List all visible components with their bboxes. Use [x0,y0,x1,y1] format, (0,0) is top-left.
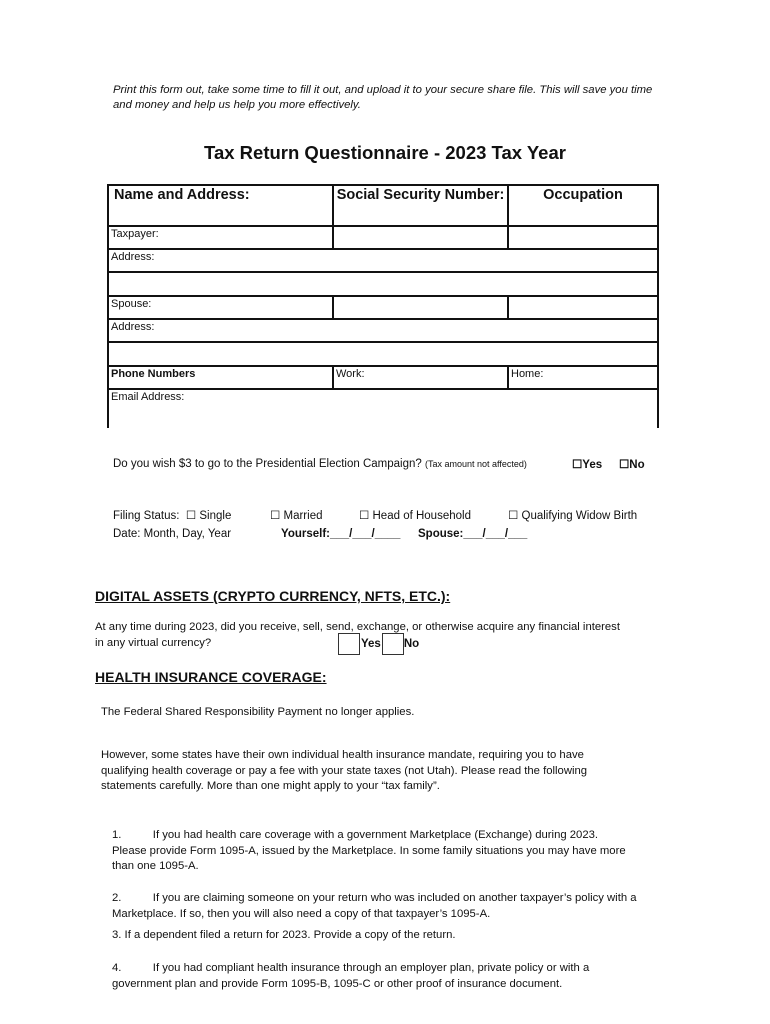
filing-hoh-checkbox[interactable]: ☐ Head of Household [359,510,471,522]
election-no-checkbox[interactable]: ☐No [619,459,645,471]
header-ssn: Social Security Number: [332,184,509,227]
digital-assets-options [338,633,419,655]
election-yes-checkbox[interactable]: ☐Yes [572,459,603,471]
digital-assets-question: At any time during 2023, did you receive, sell, send, exchange, or otherwise acquire any financial interest in any virtual currency? [95,621,620,649]
filing-qw-checkbox[interactable]: ☐ Qualifying Widow Birth [508,510,638,522]
spouse-ssn-field[interactable] [332,295,509,320]
health-item-4: 4. If you had compliant health insurance through an employer plan, private policy or with a government plan and provide Form 1095-B, 1095-C or other proof of insurance document. [112,962,593,990]
health-item-2: 2. If you are claiming someone on your return who was included on another taxpayer’s policy with a Marketplace. If so, then you will also need a copy of that taxpayer’s 1095-A. [112,892,640,920]
taxpayer-ssn-field[interactable] [332,225,509,250]
filing-single-checkbox[interactable]: ☐ Single [185,510,232,522]
election-note: (Tax amount not affected) [424,459,527,469]
digital-yes-checkbox[interactable] [338,633,360,655]
work-phone-field[interactable]: Work: [332,365,509,390]
health-p2: However, some states have their own individual health insurance mandate, requiring you to have qualifying health coverage or pay a fee with your state taxes (not Utah). Please read the following statements carefully. More than one might apply to your “tax family”. [101,749,588,792]
filing-label: Filing Status: [113,510,180,522]
digital-no-checkbox[interactable] [382,633,404,655]
header-name: Name and Address: [107,184,334,227]
spouse-address-field[interactable]: Address: [107,318,659,343]
election-question [113,458,527,470]
spouse-name-field[interactable]: Spouse: [107,295,334,320]
health-item-1: 1. If you had health care coverage with a government Marketplace (Exchange) during 2023. Please provide Form 1095-A, issued by the Marketplace. In some family situations you may have more than one 1095-A. [112,829,629,872]
taxpayer-address-field[interactable]: Address: [107,248,659,273]
dob-label: Date: Month, Day, Year [113,528,232,540]
spouse-address-line2[interactable] [107,341,659,367]
dob-yourself-field[interactable]: Yourself:___/___/____ [281,528,401,540]
email-field[interactable]: Email Address: [107,388,659,428]
home-phone-field[interactable]: Home: [507,365,659,390]
digital-no-label: No [403,638,420,650]
filing-married-checkbox[interactable]: ☐ Married [270,510,323,522]
taxpayer-occupation-field[interactable] [507,225,659,250]
health-p1: The Federal Shared Responsibility Payment no longer applies. [101,706,415,718]
page-title: Tax Return Questionnaire - 2023 Tax Year [204,142,566,163]
health-heading: HEALTH INSURANCE COVERAGE: [95,669,327,685]
header-occupation: Occupation [507,184,659,227]
digital-yes-label: Yes [361,638,381,650]
dob-spouse-field[interactable]: Spouse:___/___/___ [418,528,528,540]
phone-numbers-label: Phone Numbers [107,365,334,390]
filing-status-label [113,508,231,522]
intro-text: Print this form out, take some time to fill it out, and upload it to your secure share file. This will save you time and money and help us help you more effectively. [113,84,653,111]
spouse-occupation-field[interactable] [507,295,659,320]
taxpayer-address-line2[interactable] [107,271,659,297]
taxpayer-name-field[interactable]: Taxpayer: [107,225,334,250]
election-question-text: Do you wish $3 to go to the Presidential Election Campaign? [113,458,422,470]
digital-assets-heading: DIGITAL ASSETS (CRYPTO CURRENCY, NFTS, ETC.): [95,588,451,604]
health-item-3: 3. If a dependent filed a return for 2023. Provide a copy of the return. [112,929,456,941]
